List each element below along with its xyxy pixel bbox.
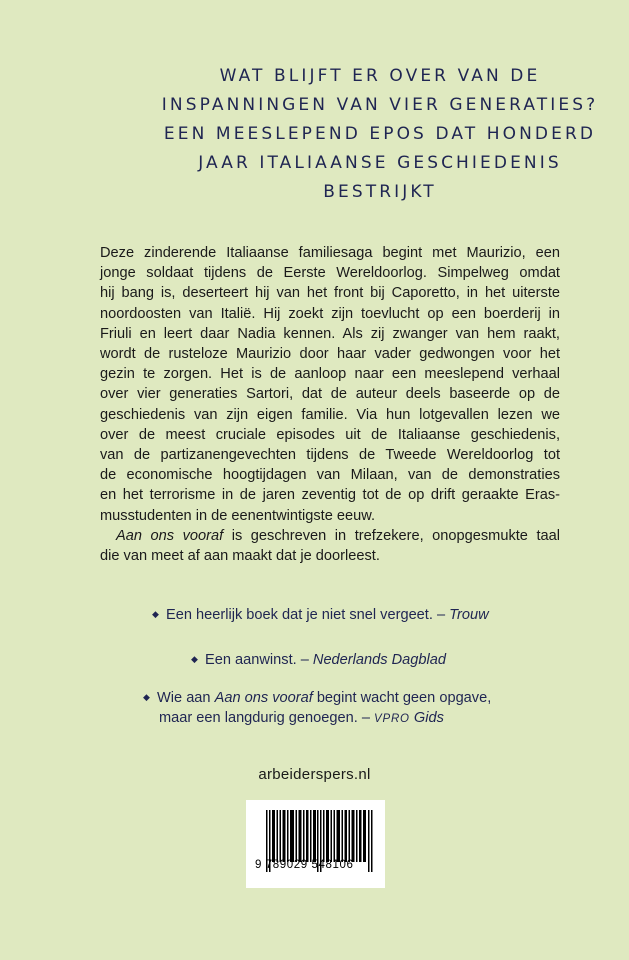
quote-text: Wie aan	[157, 690, 215, 706]
headline	[150, 62, 610, 207]
review-quote	[191, 649, 446, 670]
headline-line: INSPANNINGEN VAN VIER GENERATIES?	[161, 95, 599, 115]
quote-text: Een aanwinst. –	[205, 652, 313, 668]
blurb-text-fragment: is geschreven in trefzekere, onopgesmukte taal	[223, 527, 560, 544]
blurb-line: Friuli en leert daar Nadia kennen. Als zij zwanger van hem raakt,	[100, 325, 560, 342]
blurb-line: hij bang is, deserteert hij van het front bij Caporetto, in het uiterste	[100, 285, 560, 302]
isbn-barcode	[246, 800, 385, 888]
blurb-line: de economische hoogtijdagen van Milaan, van de demonstraties	[100, 467, 560, 484]
blurb-line: gezin te zorgen. Het is de aanloop naar een meeslepend verhaal	[100, 366, 560, 383]
blurb-line: musstudenten in de eenentwintigste eeuw.	[100, 507, 376, 524]
blurb-line: en het terrorisme in de jaren zeventig tot de op drift geraakte Eras-	[100, 487, 560, 504]
blurb-line: van de partizanengevechten tijdens de Tweede Wereldoorlog tot	[100, 447, 560, 464]
blurb-line: Deze zinderende Italiaanse familiesaga begint met Maurizio, een	[100, 245, 560, 261]
quote-source: Gids	[409, 710, 444, 726]
book-title: Aan ons vooraf	[116, 527, 224, 544]
quote-source: Nederlands Dagblad	[312, 652, 446, 668]
diamond-bullet-icon: ◆	[143, 692, 150, 702]
quote-text: begint wacht geen opgave,	[312, 690, 492, 706]
diamond-bullet-icon: ◆	[152, 609, 159, 619]
blurb-text	[100, 243, 560, 566]
blurb-line: geschiedenis van zijn eigen familie. Via hun lotgevallen lezen we	[100, 406, 560, 423]
review-quote	[152, 604, 489, 625]
review-quote	[143, 687, 491, 729]
book-title: Aan ons vooraf	[214, 690, 313, 706]
headline-line: EEN MEESLEPEND EPOS DAT HONDERD	[163, 124, 597, 144]
blurb-line: die van meet af aan maakt dat je doorleest.	[100, 548, 380, 565]
quote-text: maar een langdurig genoegen. –	[159, 710, 375, 726]
isbn-number: 9 789029 548106	[255, 859, 354, 871]
blurb-line	[100, 526, 560, 546]
diamond-bullet-icon: ◆	[191, 654, 198, 664]
blurb-line: wordt de rusteloze Maurizio door haar vader gedwongen voor het	[100, 346, 560, 363]
quote-text-line2	[143, 708, 491, 729]
publisher-website: arbeiderspers.nl	[258, 766, 371, 783]
quote-text: Een heerlijk boek dat je niet snel vergeet. –	[166, 607, 450, 623]
headline-line: WAT BLIJFT ER OVER VAN DE	[219, 66, 541, 86]
quote-source: Trouw	[449, 607, 489, 623]
headline-line: BESTRIJKT	[323, 182, 437, 202]
blurb-line: over vier generaties Sartori, dat de auteur deels baseerde op de	[100, 386, 560, 403]
blurb-line: jonge soldaat tijdens de Eerste Wereldoorlog. Simpelweg omdat	[100, 265, 560, 282]
headline-line: JAAR ITALIAANSE GESCHIEDENIS	[198, 153, 562, 173]
blurb-line: noordoosten van Italië. Hij zoekt zijn toevlucht op een boerderij in	[100, 305, 560, 322]
blurb-line: over de meest cruciale episodes uit de Italiaanse geschiedenis,	[100, 426, 560, 443]
quote-source: VPRO	[374, 713, 410, 725]
